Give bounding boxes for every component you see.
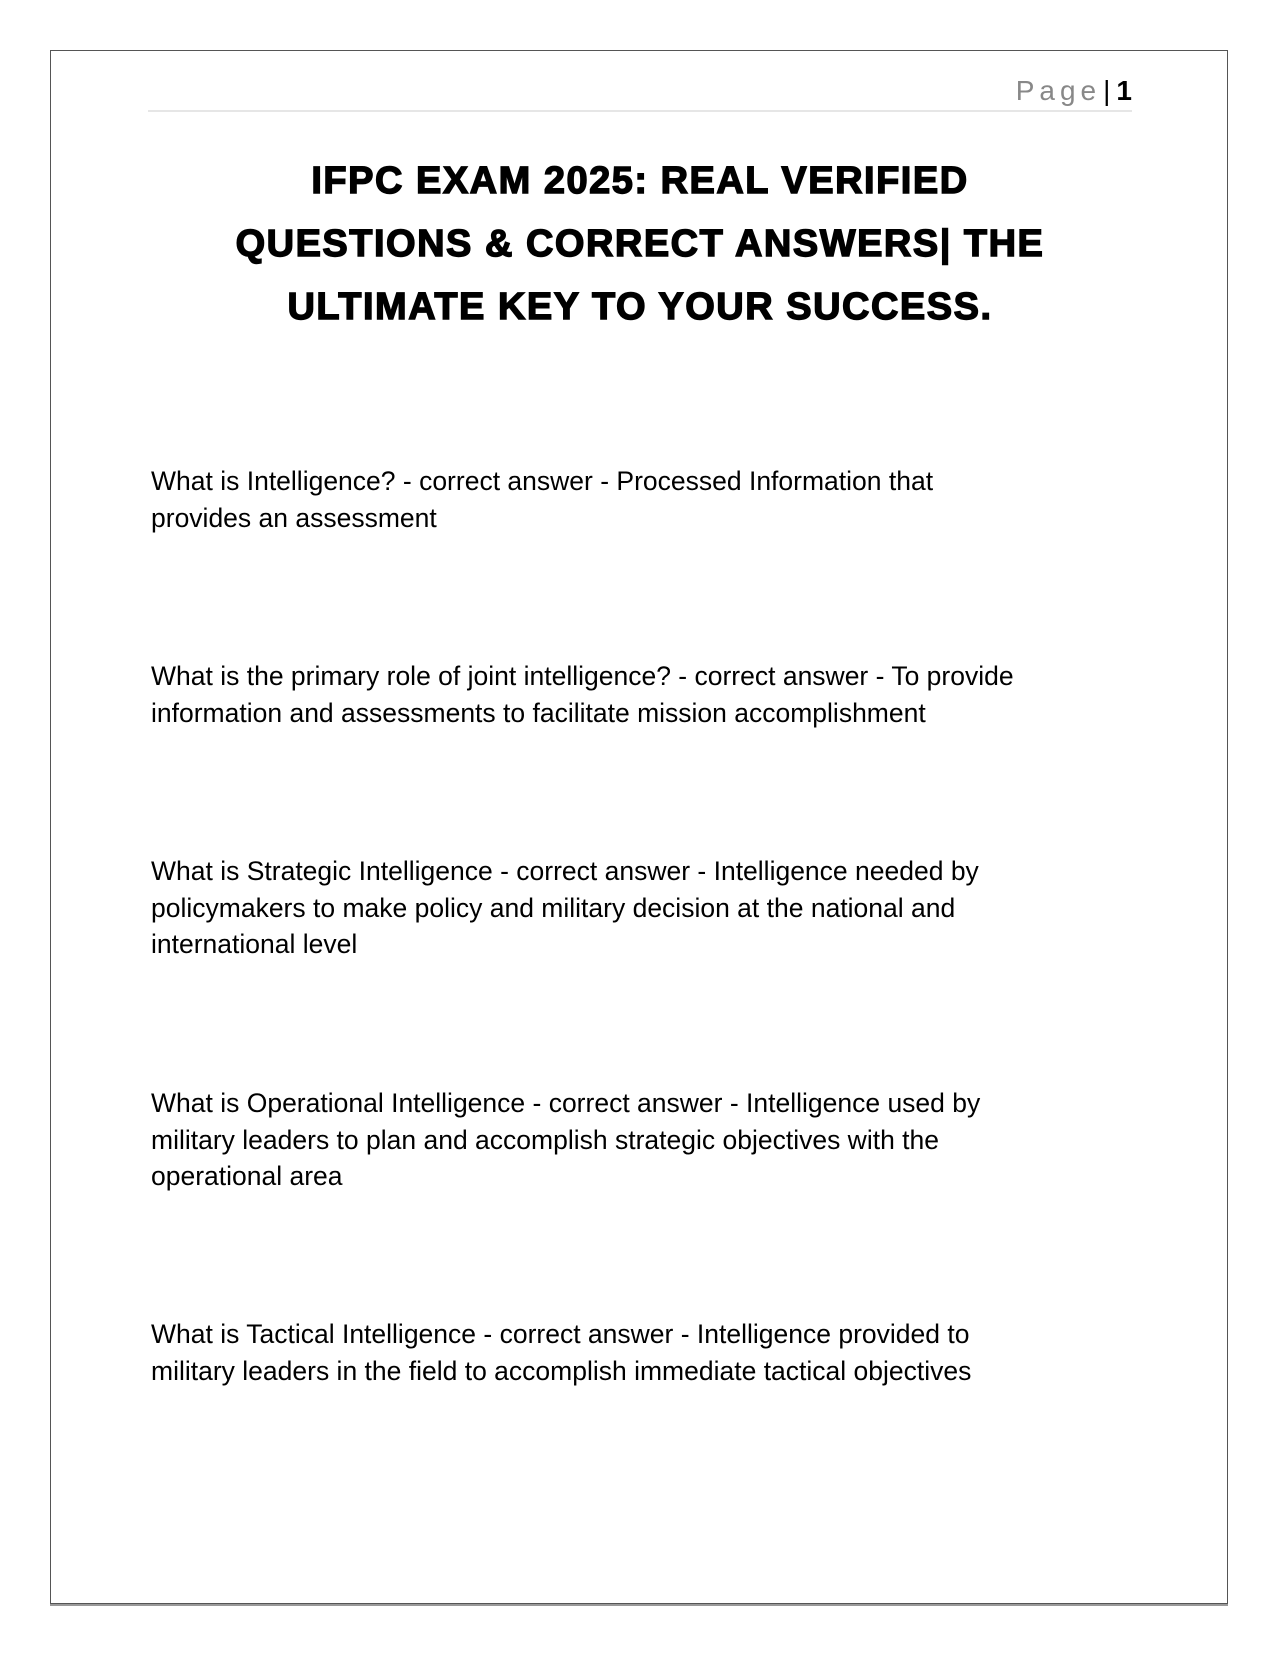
qa-line: military leaders to plan and accomplish strategic objectives with the — [151, 1124, 940, 1155]
qa-item — [151, 463, 933, 536]
qa-line: policymakers to make policy and military decision at the national and — [151, 892, 956, 923]
title-line: QUESTIONS & CORRECT ANSWERS| THE — [235, 223, 1045, 265]
qa-item — [151, 658, 1014, 731]
qa-line: What is Operational Intelligence - correct answer - Intelligence used by — [151, 1088, 981, 1118]
qa-line: international level — [151, 929, 358, 959]
qa-line: What is Intelligence? - correct answer - Processed Information that — [151, 466, 934, 496]
page-label: Page — [1015, 75, 1102, 106]
qa-line: provides an assessment — [151, 502, 437, 533]
page-separator: | — [1103, 75, 1111, 106]
qa-line: What is Strategic Intelligence - correct answer - Intelligence needed by — [151, 856, 979, 886]
qa-line: operational area — [151, 1161, 343, 1191]
qa-item — [151, 853, 979, 963]
page-header — [148, 72, 1132, 112]
qa-item — [151, 1085, 980, 1195]
qa-line: military leaders in the field to accomplish immediate tactical objectives — [151, 1355, 972, 1386]
title-line: IFPC EXAM 2025: REAL VERIFIED — [311, 160, 969, 202]
page-number: 1 — [1116, 75, 1132, 106]
document-title — [100, 150, 1180, 339]
qa-line: What is the primary role of joint intelligence? - correct answer - To provide — [151, 661, 1014, 691]
title-line: ULTIMATE KEY TO YOUR SUCCESS. — [287, 286, 993, 328]
qa-item — [151, 1316, 971, 1389]
qa-line: What is Tactical Intelligence - correct answer - Intelligence provided to — [151, 1319, 970, 1349]
qa-line: information and assessments to facilitate mission accomplishment — [151, 697, 926, 728]
